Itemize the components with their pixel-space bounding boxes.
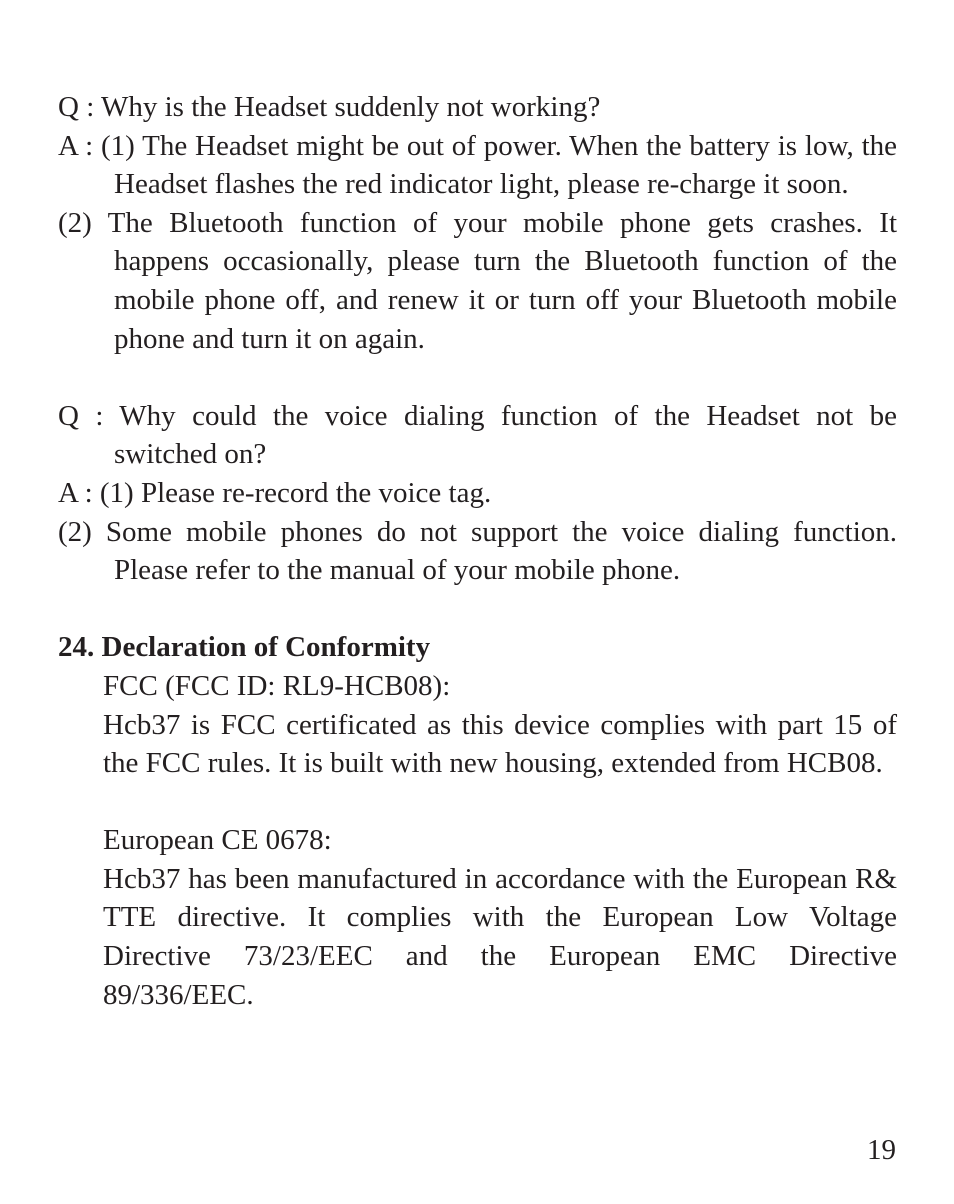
ce-label: European CE 0678: — [103, 824, 332, 857]
page-content — [58, 88, 897, 1014]
spacer — [58, 590, 897, 629]
faq-question-2: Q : Why could the voice dialing function of the Headset not be switched on? — [58, 399, 897, 471]
fcc-label: FCC (FCC ID: RL9-HCB08): — [103, 669, 451, 702]
faq-answer-1-part-2: (2) The Bluetooth function of your mobile phone gets crashes. It happens occasionally, please turn the Bluetooth function of the mobile phone off, and renew it or turn off your Bluetooth mobile phone and turn it on again. — [58, 206, 897, 355]
spacer — [58, 783, 897, 822]
fcc-text: Hcb37 is FCC certificated as this device complies with part 15 of the FCC rules. It is built with new housing, extended from HCB08. — [103, 708, 897, 780]
faq-answer-1-part-1: A : (1) The Headset might be out of power. When the battery is low, the Headset flashes the red indicator light, please re-charge it soon. — [58, 129, 897, 201]
page-number: 19 — [867, 1134, 896, 1166]
faq-answer-2-part-1: A : (1) Please re-record the voice tag. — [58, 476, 492, 509]
ce-text: Hcb37 has been manufactured in accordance with the European R& TTE directive. It complies with the European Low Voltage Directive 73/23/EEC and the European EMC Directive 89/336/EEC. — [103, 862, 897, 1011]
faq-answer-2-part-2: (2) Some mobile phones do not support the voice dialing function. Please refer to the manual of your mobile phone. — [58, 515, 897, 587]
spacer — [58, 358, 897, 397]
section-heading: 24. Declaration of Conformity — [58, 631, 431, 664]
faq-question-1: Q : Why is the Headset suddenly not working? — [58, 91, 601, 123]
